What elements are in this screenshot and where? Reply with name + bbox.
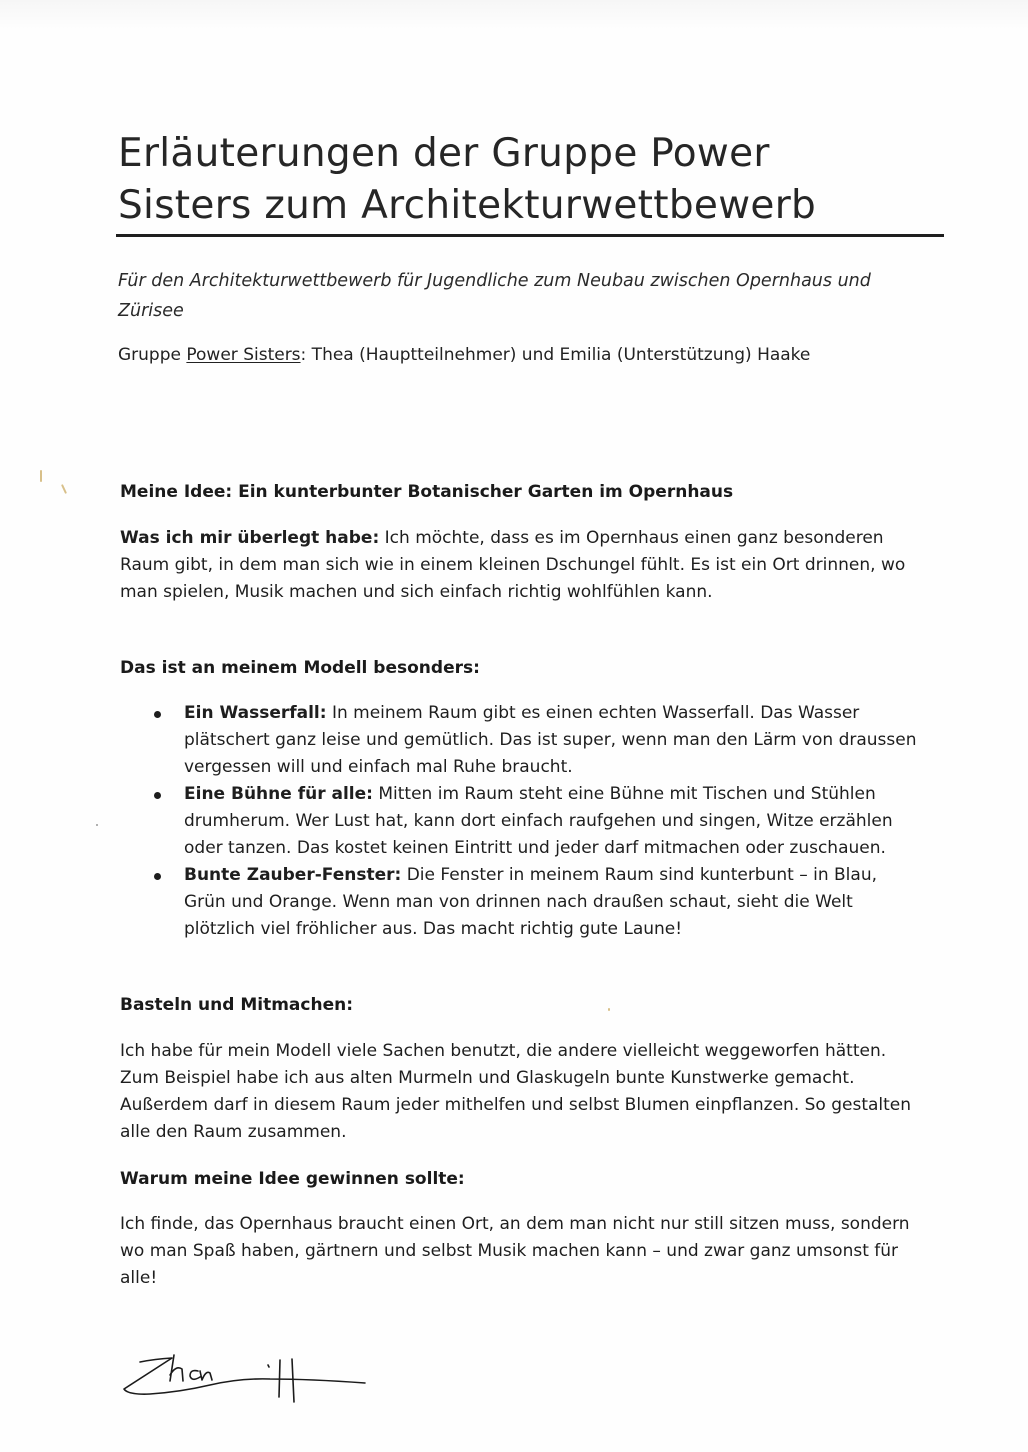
feature-item-waterfall xyxy=(150,700,920,781)
feature-text: Mitten im Raum steht eine Bühne mit Tischen und Stühlen drumherum. Wer Lust hat, kann dort einfach raufgehen und singen, Witze erzählen oder tanzen. Das kostet keinen Eintritt und jeder darf mitmachen oder zuschauen. xyxy=(184,784,893,858)
feature-label: Ein Wasserfall: xyxy=(184,703,327,723)
scan-artifact xyxy=(40,470,42,482)
feature-text: In meinem Raum gibt es einen echten Wasserfall. Das Wasser plätschert ganz leise und gemütlich. Das ist super, wenn man den Lärm von draussen vergessen will und einfach mal Ruhe braucht. xyxy=(184,703,917,777)
feature-text: Die Fenster in meinem Raum sind kunterbunt – in Blau, Grün und Orange. Wenn man von drinnen nach draußen schaut, sieht die Welt plötzlich viel fröhlicher aus. Das macht richtig gute Laune! xyxy=(184,865,877,939)
features-list xyxy=(150,700,920,943)
title-underline-rule xyxy=(116,234,944,237)
scan-artifact xyxy=(61,484,67,494)
signature-stroke-h2-right xyxy=(292,1359,294,1402)
bullet-icon xyxy=(154,873,161,880)
signature-stroke-dot xyxy=(268,1365,269,1367)
signature-stroke-h2-left xyxy=(279,1360,280,1397)
group-info xyxy=(118,342,928,368)
considerations-label: Was ich mir überlegt habe: xyxy=(120,528,380,548)
features-heading: Das ist an meinem Modell besonders: xyxy=(120,658,480,678)
considerations-paragraph xyxy=(120,525,920,606)
scan-edge-shadow xyxy=(0,0,1028,30)
handwritten-signature xyxy=(120,1345,400,1420)
crafting-paragraph: Ich habe für mein Modell viele Sachen benutzt, die andere vielleicht weggeworfen hätten. Zum Beispiel habe ich aus alten Murmeln und Glaskugeln bunte Kunstwerke gemacht. Außerdem darf in diesem Raum jeder mithelfen und selbst Blumen einpflanzen. So gestalten alle den Raum zusammen. xyxy=(120,1041,912,1142)
why-heading: Warum meine Idee gewinnen sollte: xyxy=(120,1169,465,1189)
feature-item-stage xyxy=(150,781,920,862)
bullet-icon xyxy=(154,792,161,799)
crafting-heading: Basteln und Mitmachen: xyxy=(120,995,354,1015)
bullet-icon xyxy=(154,711,161,718)
document-title xyxy=(118,128,948,232)
signature-stroke-main xyxy=(124,1358,365,1394)
group-members: : Thea (Hauptteilnehmer) und Emilia (Unterstützung) Haake xyxy=(300,345,811,365)
group-prefix: Gruppe xyxy=(118,345,187,365)
scan-artifact xyxy=(608,1008,610,1011)
feature-item-windows xyxy=(150,862,920,943)
feature-label: Bunte Zauber-Fenster: xyxy=(184,865,402,885)
feature-label: Eine Bühne für alle: xyxy=(184,784,373,804)
title-line-2: Sisters zum Architekturwettbewerb xyxy=(118,183,817,228)
signature-stroke-ea xyxy=(190,1371,212,1380)
idea-heading: Meine Idee: Ein kunterbunter Botanischer Garten im Opernhaus xyxy=(120,482,734,502)
title-line-1: Erläuterungen der Gruppe Power xyxy=(118,131,770,176)
document-subtitle: Für den Architekturwettbewerb für Jugendliche zum Neubau zwischen Opernhaus und Zürisee xyxy=(118,271,871,321)
considerations-text: Ich möchte, dass es im Opernhaus einen ganz besonderen Raum gibt, in dem man sich wie in einem kleinen Dschungel fühlt. Es ist ein Ort drinnen, wo man spielen, Musik machen und sich einfach richtig wohlfühlen kann. xyxy=(120,528,906,602)
scan-artifact xyxy=(96,824,98,826)
why-paragraph: Ich finde, das Opernhaus braucht einen Ort, an dem man nicht nur still sitzen muss, sondern wo man Spaß haben, gärtnern und selbst Musik machen kann – und zwar ganz umsonst für alle! xyxy=(120,1214,910,1288)
group-name: Power Sisters xyxy=(186,345,301,365)
